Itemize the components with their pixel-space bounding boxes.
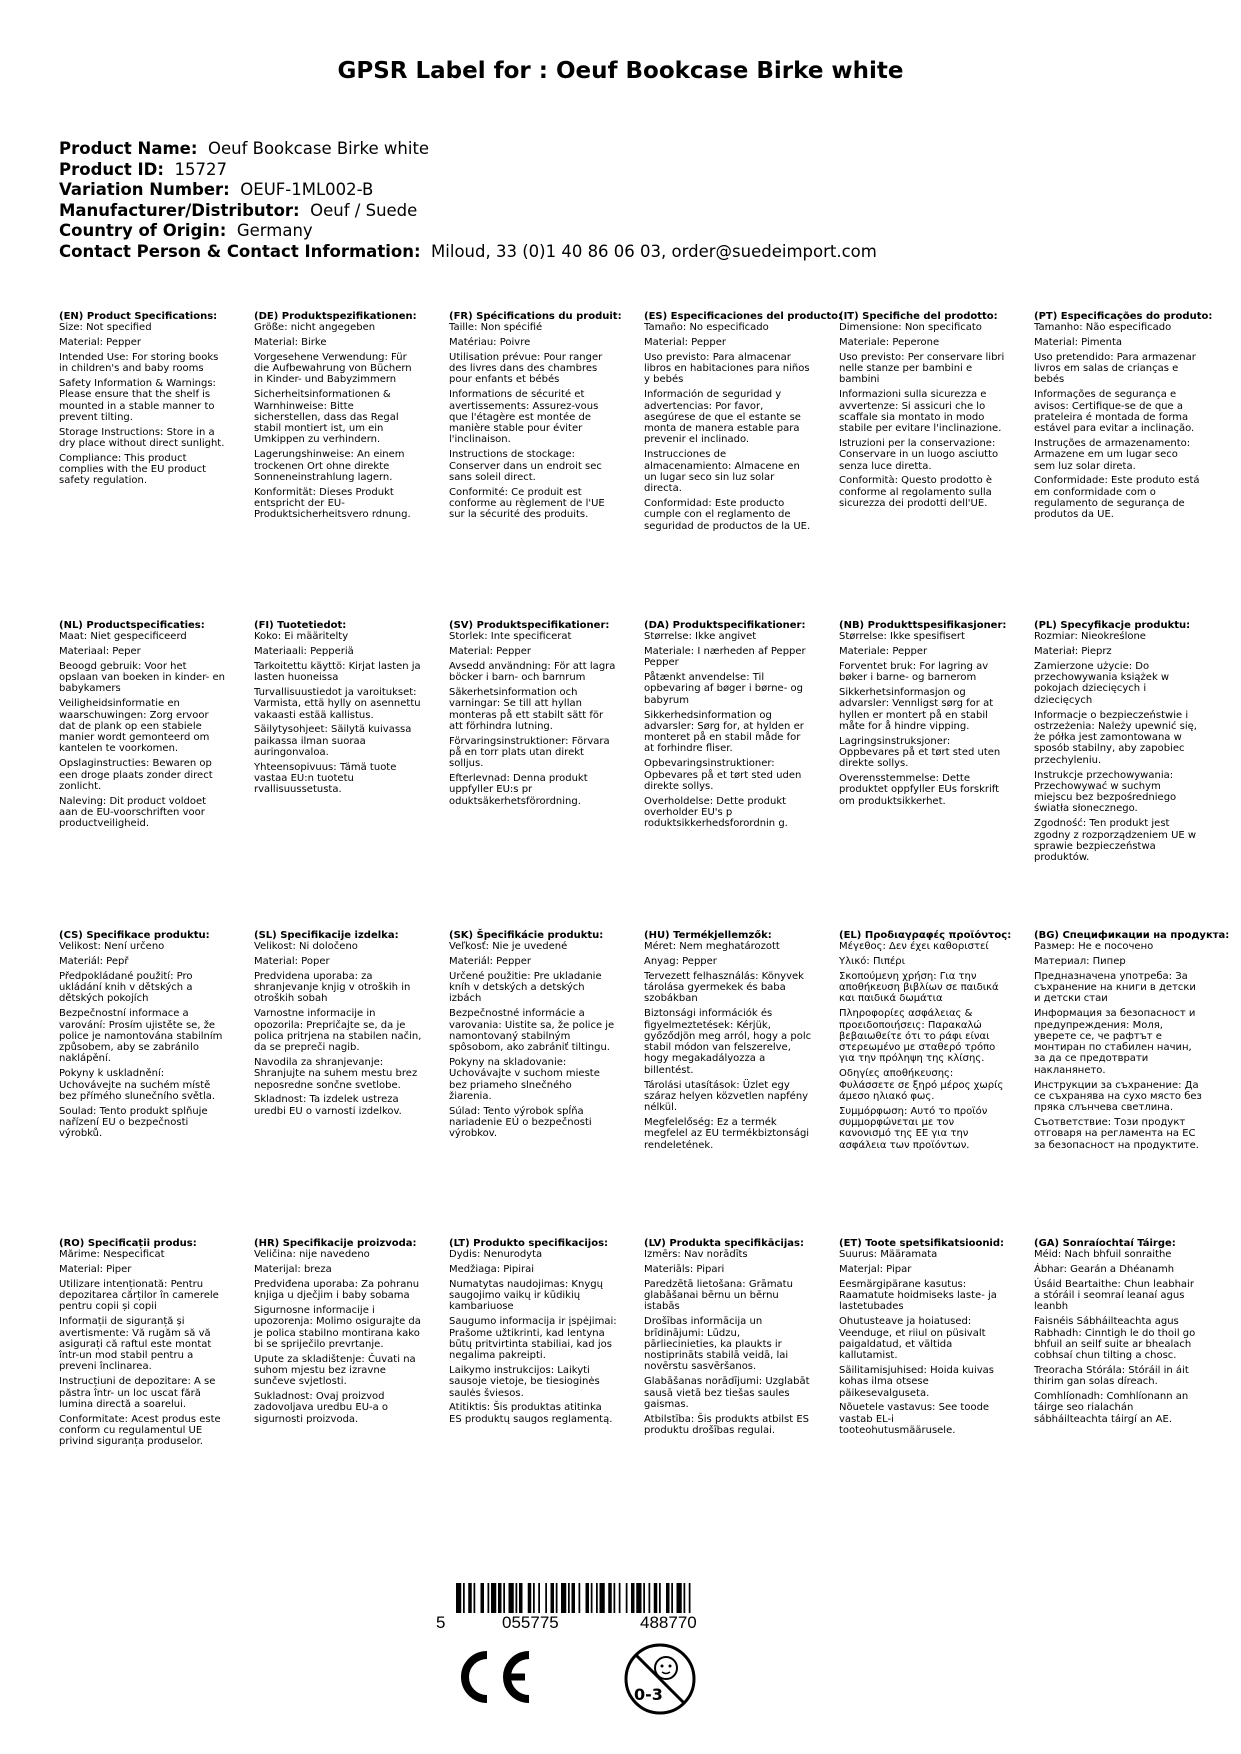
- barcode-bar: [538, 1583, 540, 1613]
- spec-line: Materiale: Pepper: [839, 646, 928, 658]
- barcode-bar: [649, 1583, 651, 1613]
- info-value: Germany: [236, 221, 313, 241]
- spec-block: [254, 1238, 422, 1428]
- spec-line: Lagerungshinweise: An einem trockenen Ort ohne direkte Sonneneinstrahlung lagern.: [254, 449, 405, 483]
- spec-line: Méid: Nach bhfuil sonraithe: [1034, 1249, 1172, 1261]
- spec-line: Matériau: Poivre: [449, 337, 531, 349]
- spec-heading: (LT) Produkto specifikacijos:: [449, 1238, 609, 1249]
- page-title: GPSR Label for : Oeuf Bookcase Birke white: [337, 58, 904, 84]
- spec-line: Safety Information & Warnings: Please ensure that the shelf is mounted in a stable manner to prevent tilting.: [59, 377, 216, 423]
- barcode-bar: [636, 1583, 641, 1613]
- spec-line: Dimensione: Non specificato: [839, 322, 982, 334]
- not-for-children-0-3-icon: [622, 1641, 698, 1717]
- spec-block: [59, 1238, 227, 1451]
- spec-block: [59, 930, 227, 1143]
- spec-line: Intended Use: For storing books in children's and baby rooms: [59, 351, 219, 375]
- barcode-bar: [468, 1583, 472, 1613]
- spec-heading: (SV) Produktspecifikationer:: [449, 620, 610, 631]
- spec-heading: (PL) Specyfikacje produktu:: [1034, 620, 1191, 631]
- spec-line: Treoracha Stórála: Stóráil in áit thirim gan solas díreach.: [1034, 1364, 1189, 1388]
- spec-line: Størrelse: Ikke spesifisert: [839, 631, 965, 643]
- spec-line: Vorgesehene Verwendung: Für die Aufbewahrung von Büchern in Kinder- und Babyzimmern: [254, 351, 412, 386]
- spec-line: Utilisation prévue: Pour ranger des livres dans des chambres pour enfants et bébés: [449, 351, 603, 386]
- spec-line: Maat: Niet gespecificeerd: [59, 631, 187, 643]
- barcode-bar: [488, 1583, 490, 1613]
- spec-line: Size: Not specified: [59, 322, 152, 334]
- spec-line: Nõuetele vastavus: See toode vastab EL-i tooteohutusmäärusele.: [839, 1402, 990, 1436]
- spec-heading: (ES) Especificaciones del producto:: [644, 311, 843, 322]
- spec-line: Material: Pepper: [644, 337, 726, 349]
- spec-block: [449, 930, 617, 1143]
- barcode-bar: [591, 1583, 593, 1613]
- barcode-bar: [498, 1583, 502, 1613]
- spec-block: [1034, 311, 1213, 524]
- barcode-bar: [556, 1583, 558, 1613]
- spec-line: Ábhar: Gearán a Dhéanamh: [1034, 1264, 1175, 1276]
- spec-heading: (IT) Specifiche del prodotto:: [839, 311, 998, 322]
- spec-line: Koko: Ei määritelty: [254, 631, 349, 643]
- barcode-bar: [503, 1583, 505, 1613]
- spec-block: [449, 1238, 617, 1428]
- spec-block: [839, 311, 1007, 513]
- spec-line: Faisnéis Sábháilteachta agus Rabhadh: Cinntigh le do thoil go bhfuil an seilf suite ar bhealach cobhsaí chun tilting a chosc.: [1034, 1316, 1196, 1362]
- barcode-bar: [608, 1583, 612, 1613]
- spec-line: Eesmärgipärane kasutus: Raamatute hoidmiseks laste- ja lastetubades: [839, 1278, 997, 1313]
- barcode-bar: [481, 1583, 485, 1613]
- spec-line: Uso pretendido: Para armazenar livros em salas de crianças e bebés: [1034, 351, 1196, 386]
- spec-line: Biztonsági információk és figyelmeztetések: Kérjük, győződjön meg arról, hogy a polc stabil módon van felszerelve, hogy megakadályozza a billentést.: [644, 1008, 812, 1076]
- spec-line: Σκοπούμενη χρήση: Για την αποθήκευση βιβλίων σε παιδικά και παιδικά δωμάτια: [839, 970, 999, 1005]
- spec-line: Materjal: Pipar: [839, 1264, 912, 1276]
- info-label: Product ID:: [59, 159, 164, 179]
- spec-line: Tervezett felhasználás: Könyvek tárolása gyermekek és baba szobákban: [644, 970, 804, 1005]
- spec-block: [1034, 930, 1230, 1154]
- spec-line: Instrucciones de almacenamiento: Almacene en un lugar seco sin luz solar directa.: [644, 449, 800, 495]
- spec-line: Størrelse: Ikke angivet: [644, 631, 757, 643]
- spec-line: Sikkerhedsinformation og advarsler: Sørg for, at hylden er monteret på en stabil måde for at forhindre fliser.: [644, 709, 804, 755]
- spec-line: Overensstemmelse: Dette produktet oppfyller EUs forskrift om produktsikkerhet.: [839, 773, 1000, 807]
- spec-heading: (NL) Productspecificaties:: [59, 620, 205, 631]
- spec-line: Opslaginstructies: Bewaren op een droge plaats zonder direct zonlicht.: [59, 758, 213, 792]
- spec-heading: (SK) Špecifikácie produktu:: [449, 930, 604, 941]
- spec-block: [449, 620, 617, 810]
- spec-line: Materiāls: Pipari: [644, 1264, 725, 1276]
- spec-line: Säilitamisjuhised: Hoida kuivas kohas ilma otsese päikesevalguseta.: [839, 1364, 995, 1399]
- spec-line: Informations de sécurité et avertissements: Assurez-vous que l'étagère est montée de manière stable pour éviter l'inclinaison.: [449, 389, 599, 446]
- spec-line: Sikkerhetsinformasjon og advarsler: Vennligst sørg for at hyllen er montert på en stabil måte for å hindre vipping.: [839, 686, 994, 732]
- info-label: Contact Person & Contact Information:: [59, 241, 421, 261]
- spec-line: Bezpečnostní informace a varování: Prosím ujistěte se, že police je namontována stabilním způsobem, aby se zabránilo naklápění.: [59, 1008, 223, 1065]
- spec-heading: (PT) Especificações do produto:: [1034, 311, 1213, 322]
- spec-block: [839, 620, 1007, 810]
- spec-block: [254, 620, 422, 799]
- spec-line: Размер: Не е посочено: [1034, 941, 1154, 953]
- spec-line: Zgodność: Ten produkt jest zgodny z rozporządzeniem UE w sprawie bezpieczeństwa produktów.: [1034, 818, 1197, 864]
- barcode-bar: [671, 1583, 673, 1613]
- spec-line: Material: Pimenta: [1034, 337, 1123, 349]
- spec-line: Materiale: I nærheden af Pepper Pepper: [644, 646, 806, 669]
- info-row-contact: [59, 242, 877, 263]
- spec-line: Säkerhetsinformation och varningar: Se till att hyllan monteras på ett stabilt sätt för att förhindra lutning.: [449, 686, 604, 732]
- spec-line: Zamierzone użycie: Do przechowywania książek w pokojach dziecięcych i dziecięcych: [1034, 660, 1170, 706]
- spec-line: Rozmiar: Nieokreślone: [1034, 631, 1146, 643]
- spec-line: Předpokládané použití: Pro ukládání knih v dětských a dětských pokojích: [59, 970, 193, 1005]
- spec-line: Varnostne informacije in opozorila: Prepričajte se, da je polica pritrjena na stabilen način, da se prepreči nagib.: [254, 1008, 422, 1054]
- spec-line: Υλικό: Πιπέρι: [839, 956, 906, 968]
- spec-block: [644, 620, 812, 833]
- spec-line: Informacje o bezpieczeństwie i ostrzeżenia: Należy upewnić się, że półka jest zamontowana w sposób stabilny, aby zapobiec przechyleniu.: [1034, 709, 1197, 766]
- spec-line: Úsáid Beartaithe: Chun leabhair a stóráil i seomraí leanaí agus leanbh: [1034, 1278, 1194, 1313]
- spec-block: [839, 1238, 1007, 1440]
- barcode-digit-first: 5: [436, 1613, 446, 1632]
- spec-line: Medžiaga: Pipirai: [449, 1264, 535, 1276]
- spec-line: Instructions de stockage: Conserver dans un endroit sec sans soleil direct.: [449, 449, 602, 483]
- spec-line: Atitiktis: Šis produktas atitinka ES produktų saugos reglamentą.: [449, 1402, 613, 1425]
- info-value: Miloud, 33 (0)1 40 86 06 03, order@suedeimport.com: [431, 241, 877, 261]
- spec-line: Ohutusteave ja hoiatused: Veenduge, et riiul on püsivalt paigaldatud, et vältida kallutamist.: [839, 1316, 986, 1362]
- barcode-bar: [631, 1583, 635, 1613]
- barcode-bar: [516, 1583, 518, 1613]
- spec-block: [644, 930, 812, 1154]
- spec-line: Turvallisuustiedot ja varoitukset: Varmista, että hylly on asennettu vakaasti estää kallistus.: [254, 686, 421, 721]
- spec-line: Comhlíonadh: Comhlíonann an táirge seo rialachán sábháilteachta táirgí an AE.: [1034, 1391, 1189, 1425]
- info-label: Manufacturer/Distributor:: [59, 200, 300, 220]
- spec-line: Dydis: Nenurodyta: [449, 1249, 543, 1261]
- barcode-bar: [519, 1583, 523, 1613]
- barcode-bar: [626, 1583, 628, 1613]
- spec-line: Utilizare intenționată: Pentru depozitarea cărților în camerele pentru copii și copii: [59, 1278, 219, 1313]
- spec-line: Materiál: Pepř: [59, 956, 129, 968]
- info-label: Country of Origin:: [59, 221, 227, 241]
- spec-line: Storage Instructions: Store in a dry place without direct sunlight.: [59, 426, 225, 449]
- info-value: 15727: [174, 159, 227, 179]
- spec-line: Určené použitie: Pre ukladanie kníh v detských a detských izbách: [449, 970, 602, 1005]
- spec-line: Conformidade: Este produto está em conformidade com o regulamento de segurança de produtos da UE.: [1034, 475, 1200, 521]
- info-value: OEUF-1ML002-B: [240, 180, 374, 200]
- barcode-bar: [677, 1583, 682, 1613]
- spec-line: Pokyny na skladovanie: Uchovávajte v suchom mieste bez priameho slnečného žiarenia.: [449, 1056, 600, 1102]
- spec-heading: (ET) Toote spetsifikatsioonid:: [839, 1238, 1005, 1249]
- spec-line: Pokyny k uskladnění: Uchovávejte na suchém místě bez přímého slunečního světla.: [59, 1068, 216, 1102]
- spec-line: Tamanho: Não especificado: [1034, 322, 1172, 334]
- spec-line: Suurus: Määramata: [839, 1249, 938, 1261]
- info-row-country-of-origin: [59, 221, 877, 242]
- spec-line: Material: Piper: [59, 1264, 132, 1276]
- barcode-bar: [643, 1583, 645, 1613]
- info-label: Product Name:: [59, 139, 198, 158]
- spec-line: Lagringsinstruksjoner: Oppbevares på et tørt sted uten direkte sollys.: [839, 735, 1001, 770]
- spec-line: Tárolási utasítások: Üzlet egy száraz helyen közvetlen napfény nélkül.: [644, 1079, 809, 1114]
- spec-heading: (FI) Tuotetiedot:: [254, 620, 347, 631]
- spec-heading: (BG) Спецификации на продукта:: [1034, 930, 1230, 941]
- ce-mark-icon: [453, 1649, 533, 1705]
- spec-line: Sigurnosne informacije i upozorenja: Molimo osigurajte da je polica stabilno montirana kako bi se spriječilo prevrtanje.: [254, 1304, 421, 1350]
- spec-block: [1034, 1238, 1202, 1428]
- spec-line: Предназначена употреба: За съхранение на книги в детски и детски стаи: [1034, 970, 1196, 1005]
- info-value: Oeuf / Suede: [310, 200, 418, 220]
- spec-line: Förvaringsinstruktioner: Förvara på en torr plats utan direkt solljus.: [449, 735, 610, 770]
- spec-block: [644, 311, 843, 535]
- barcode-bar: [509, 1583, 514, 1613]
- spec-line: Storlek: Inte specificerat: [449, 631, 572, 643]
- spec-line: Anyag: Pepper: [644, 956, 717, 968]
- spec-heading: (LV) Produkta specifikācijas:: [644, 1238, 804, 1249]
- spec-line: Conformitate: Acest produs este conform cu regulamentul UE privind siguranța produselor.: [59, 1413, 221, 1448]
- spec-line: Istruzioni per la conservazione: Conservare in un luogo asciutto senza luce diretta.: [839, 437, 999, 472]
- barcode-bar: [533, 1583, 535, 1613]
- barcode-bar: [586, 1583, 590, 1613]
- spec-line: Paredzētā lietošana: Grāmatu glabāšanai bērnu un bērnu istabās: [644, 1278, 793, 1313]
- barcode-bar: [596, 1583, 598, 1613]
- spec-line: Material: Pepper: [59, 337, 141, 349]
- spec-line: Opbevaringsinstruktioner: Opbevares på et tørt sted uden direkte sollys.: [644, 758, 802, 792]
- spec-heading: (SL) Specifikacije izdelka:: [254, 930, 399, 941]
- spec-line: Säilytysohjeet: Säilytä kuivassa paikassa ilman suoraa auringonvaloa.: [254, 724, 412, 758]
- spec-line: Veličina: nije navedeno: [254, 1249, 370, 1261]
- spec-heading: (RO) Specificații produs:: [59, 1238, 197, 1249]
- spec-block: [254, 311, 422, 524]
- spec-block: [254, 930, 422, 1120]
- spec-line: Συμμόρφωση: Αυτό το προϊόν συμμορφώνεται με τον κανονισμό της ΕΕ για την ασφάλεια των προϊόντων.: [839, 1105, 988, 1151]
- spec-line: Material: Poper: [254, 956, 330, 968]
- barcode-bar: [689, 1583, 691, 1613]
- spec-line: Съответствие: Този продукт отговаря на регламента на ЕС за безопасност на продуктите.: [1034, 1116, 1199, 1151]
- spec-line: Predvidena uporaba: za shranjevanje knjig v otroških in otroških sobah: [254, 970, 411, 1005]
- barcode-bar: [619, 1583, 621, 1613]
- spec-block: [449, 311, 622, 524]
- barcode: [434, 1583, 744, 1631]
- barcode-bar: [659, 1583, 661, 1613]
- spec-line: Uso previsto: Para almacenar libros en habitaciones para niños y bebés: [644, 351, 810, 386]
- spec-line: Tamaño: No especificado: [644, 322, 769, 334]
- spec-line: Informações de segurança e avisos: Certifique-se de que a prateleira é montada de forma estável para evitar a inclinação.: [1034, 389, 1195, 435]
- info-row-variation-number: [59, 180, 877, 201]
- spec-line: Taille: Non spécifié: [449, 322, 543, 334]
- product-info: [59, 139, 877, 263]
- spec-heading: (DA) Produktspecifikationer:: [644, 620, 806, 631]
- spec-line: Laikymo instrukcijos: Laikyti sausoje vietoje, be tiesioginės saulės šviesos.: [449, 1364, 600, 1399]
- spec-line: Veiligheidsinformatie en waarschuwingen: Zorg ervoor dat de plank op een stabiele manier wordt gemonteerd om kantelen te voorkomen.: [59, 698, 210, 755]
- barcode-bar: [474, 1583, 476, 1613]
- spec-heading: (NB) Produkttspesifikasjoner:: [839, 620, 1007, 631]
- barcode-bar: [561, 1583, 566, 1613]
- spec-heading: (FR) Spécifications du produit:: [449, 311, 622, 322]
- barcode-bar: [528, 1583, 532, 1613]
- barcode-bar: [456, 1583, 461, 1613]
- spec-line: Материал: Пипер: [1034, 956, 1126, 968]
- spec-line: Conformità: Questo prodotto è conforme al regolamento sulla sicurezza dei prodotti dell'UE.: [839, 475, 993, 509]
- spec-block: [1034, 620, 1202, 867]
- spec-line: Glabāšanas norādījumi: Uzglabāt sausā vietā bez tiešas saules gaismas.: [644, 1376, 810, 1410]
- spec-line: Instruções de armazenamento: Armazene em um lugar seco sem luz solar direta.: [1034, 437, 1191, 472]
- spec-line: Μέγεθος: Δεν έχει καθοριστεί: [839, 941, 989, 953]
- spec-line: Soulad: Tento produkt splňuje nařízení EU o bezpečnosti výrobků.: [59, 1105, 208, 1140]
- barcode-bar: [614, 1583, 616, 1613]
- spec-line: Velikost: Ni določeno: [254, 941, 358, 953]
- info-row-product-name: [59, 139, 877, 160]
- spec-line: Megfelelőség: Ez a termék megfelel az EU termékbiztonsági rendeletének.: [644, 1116, 810, 1151]
- spec-line: Größe: nicht angegeben: [254, 322, 376, 334]
- barcode-bar: [551, 1583, 555, 1613]
- spec-line: Materiál: Pepper: [449, 956, 531, 968]
- info-value: Oeuf Bookcase Birke white: [207, 139, 430, 158]
- barcode-bar: [568, 1583, 570, 1613]
- spec-line: Yhteensopivuus: Tämä tuote vastaa EU:n tuotetu rvallisuussetusta.: [254, 761, 397, 796]
- spec-line: Avsedd användning: För att lagra böcker i barn- och barnrum: [449, 660, 616, 684]
- spec-line: Predviđena uporaba: Za pohranu knjiga u dječjim i baby sobama: [254, 1278, 420, 1302]
- spec-line: Инструкции за съхранение: Да се съхранява на сухо място без пряка слънчева светлина.: [1034, 1079, 1202, 1114]
- barcode-bar: [600, 1583, 605, 1613]
- spec-heading: (GA) Sonraíochtaí Táirge:: [1034, 1238, 1176, 1249]
- spec-line: Bezpečnostné informácie a varovania: Uistite sa, že police je namontovaný stabilným spôsobom, ako zabrániť tiltingu.: [449, 1008, 615, 1054]
- age-label: 0-3: [634, 1685, 663, 1704]
- spec-line: Upute za skladištenje: Čuvati na suhom mjestu bez izravne sunčeve svjetlosti.: [254, 1353, 416, 1388]
- spec-line: Skladnost: Ta izdelek ustreza uredbi EU o varnosti izdelkov.: [254, 1094, 402, 1117]
- spec-line: Material: Birke: [254, 337, 327, 349]
- barcode-bar: [654, 1583, 658, 1613]
- spec-line: Saugumo informacija ir įspėjimai: Prašome užtikrinti, kad lentyna būtų pritvirtinta stabiliai, kad jos negalima pakreipti.: [449, 1316, 617, 1362]
- spec-line: Sukladnost: Ovaj proizvod zadovoljava uredbu EU-a o sigurnosti proizvoda.: [254, 1391, 389, 1425]
- spec-line: Påtænkt anvendelse: Til opbevaring af bøger i børne- og babyrum: [644, 672, 803, 706]
- info-label: Variation Number:: [59, 180, 230, 200]
- spec-block: [59, 311, 227, 490]
- spec-block: [644, 1238, 812, 1440]
- info-row-product-id: [59, 160, 877, 181]
- spec-line: Informații de siguranță și avertismente: Vă rugăm să vă asigurați că raftul este montat într-un mod stabil pentru a preveni înclinarea.: [59, 1316, 212, 1373]
- spec-line: Materiaal: Peper: [59, 646, 141, 658]
- spec-line: Instrucțiuni de depozitare: A se păstra într- un loc uscat fără lumina directă a soarelui.: [59, 1376, 216, 1410]
- spec-line: Información de seguridad y advertencias: Por favor, asegúrese de que el estante se monta de manera estable para prevenir el inclinado.: [644, 389, 801, 446]
- spec-line: Materiaali: Pepperiä: [254, 646, 354, 658]
- spec-block: [59, 620, 227, 833]
- spec-line: Efterlevnad: Denna produkt uppfyller EU:s pr oduktsäkerhetsförordning.: [449, 773, 588, 807]
- spec-line: Conformité: Ce produit est conforme au règlement de l'UE sur la sécurité des produits.: [449, 486, 605, 521]
- spec-line: Materiał: Pieprz: [1034, 646, 1112, 658]
- spec-line: Beoogd gebruik: Voor het opslaan van boeken in kinder- en babykamers: [59, 660, 225, 695]
- spec-line: Izmērs: Nav norādīts: [644, 1249, 748, 1261]
- spec-line: Méret: Nem meghatározott: [644, 941, 780, 953]
- barcode-bar: [684, 1583, 686, 1613]
- spec-line: Naleving: Dit product voldoet aan de EU-voorschriften voor productveiligheid.: [59, 795, 207, 830]
- spec-line: Navodila za shranjevanje: Shranjujte na suhem mestu brez neposredne sončne svetlobe.: [254, 1056, 418, 1091]
- barcode-bar: [572, 1583, 576, 1613]
- spec-line: Overholdelse: Dette produkt overholder EU's p roduktsikkerhedsforordnin g.: [644, 795, 788, 830]
- barcode-bar: [666, 1583, 670, 1613]
- spec-line: Tarkoitettu käyttö: Kirjat lasten ja lasten huoneissa: [254, 660, 421, 684]
- barcode-group-right: 488770: [640, 1613, 697, 1632]
- barcode-group-left: 055775: [502, 1613, 559, 1632]
- spec-line: Compliance: This product complies with the EU product safety regulation.: [59, 452, 207, 487]
- spec-line: Materijal: breza: [254, 1264, 332, 1276]
- spec-line: Numatytas naudojimas: Knygų saugojimo vaikų ir kūdikių kambariuose: [449, 1278, 603, 1313]
- spec-line: Forventet bruk: For lagring av bøker i barne- og barnerom: [839, 660, 989, 684]
- spec-line: Informazioni sulla sicurezza e avvertenze: Si assicuri che lo scaffale sia montato in modo stabile per evitare l'inclinazione.: [839, 389, 1002, 435]
- spec-line: Sicherheitsinformationen & Warnhinweise: Bitte sicherstellen, dass das Regal stabil montiert ist, um ein Umkippen zu verhindern.: [254, 389, 399, 446]
- spec-line: Instrukcje przechowywania: Przechowywać w suchym miejscu bez bezpośredniego światła słonecznego.: [1034, 769, 1177, 815]
- spec-block: [839, 930, 1012, 1154]
- barcode-bar: [579, 1583, 581, 1613]
- spec-line: Velikost: Není určeno: [59, 941, 165, 953]
- barcode-bar: [463, 1583, 465, 1613]
- spec-line: Πληροφορίες ασφάλειας & προειδοποιήσεις: Παρακαλώ βεβαιωθείτε ότι το ράφι είναι στερεωμένο με σταθερό τρόπο για την πρόληψη της κλίσης.: [839, 1008, 996, 1065]
- spec-line: Drošības informācija un brīdinājumi: Lūdzu, pārliecinieties, ka plaukts ir nostiprināts stabilā veidā, lai novērstu sasvēršanos.: [644, 1316, 789, 1373]
- spec-line: Atbilstība: Šis produkts atbilst ES produktu drošības regulai.: [644, 1413, 810, 1436]
- spec-line: Mărime: Nespecificat: [59, 1249, 165, 1261]
- spec-line: Οδηγίες αποθήκευσης: Φυλάσσετε σε ξηρό μέρος χωρίς άμεσο ηλιακό φως.: [839, 1068, 1004, 1102]
- spec-heading: (HU) Termékjellemzők:: [644, 930, 772, 941]
- barcode-bar: [491, 1583, 496, 1613]
- barcode-bar: [545, 1583, 547, 1613]
- spec-heading: (HR) Specifikacije proizvoda:: [254, 1238, 417, 1249]
- spec-heading: (DE) Produktspezifikationen:: [254, 311, 417, 322]
- spec-line: Информация за безопасност и предупреждения: Моля, уверете се, че рафтът е монтиран по стабилен начин, за да се предотврати накланянето.: [1034, 1008, 1196, 1076]
- spec-line: Súlad: Tento výrobok spĺňa nariadenie EÚ o bezpečnosti výrobkov.: [449, 1105, 592, 1140]
- spec-line: Konformität: Dieses Produkt entspricht der EU-Produktsicherheitsvero rdnung.: [254, 486, 411, 521]
- info-row-manufacturer: [59, 201, 877, 222]
- spec-line: Uso previsto: Per conservare libri nelle stanze per bambini e bambini: [839, 351, 1005, 386]
- spec-line: Conformidad: Este producto cumple con el reglamento de seguridad de productos de la UE.: [644, 497, 811, 532]
- spec-line: Materiale: Peperone: [839, 337, 940, 349]
- spec-line: Veľkosť: Nie je uvedené: [449, 941, 568, 953]
- spec-heading: (EL) Προδιαγραφές προϊόντος:: [839, 930, 1012, 941]
- spec-heading: (CS) Specifikace produktu:: [59, 930, 210, 941]
- spec-line: Material: Pepper: [449, 646, 531, 658]
- spec-heading: (EN) Product Specifications:: [59, 311, 218, 322]
